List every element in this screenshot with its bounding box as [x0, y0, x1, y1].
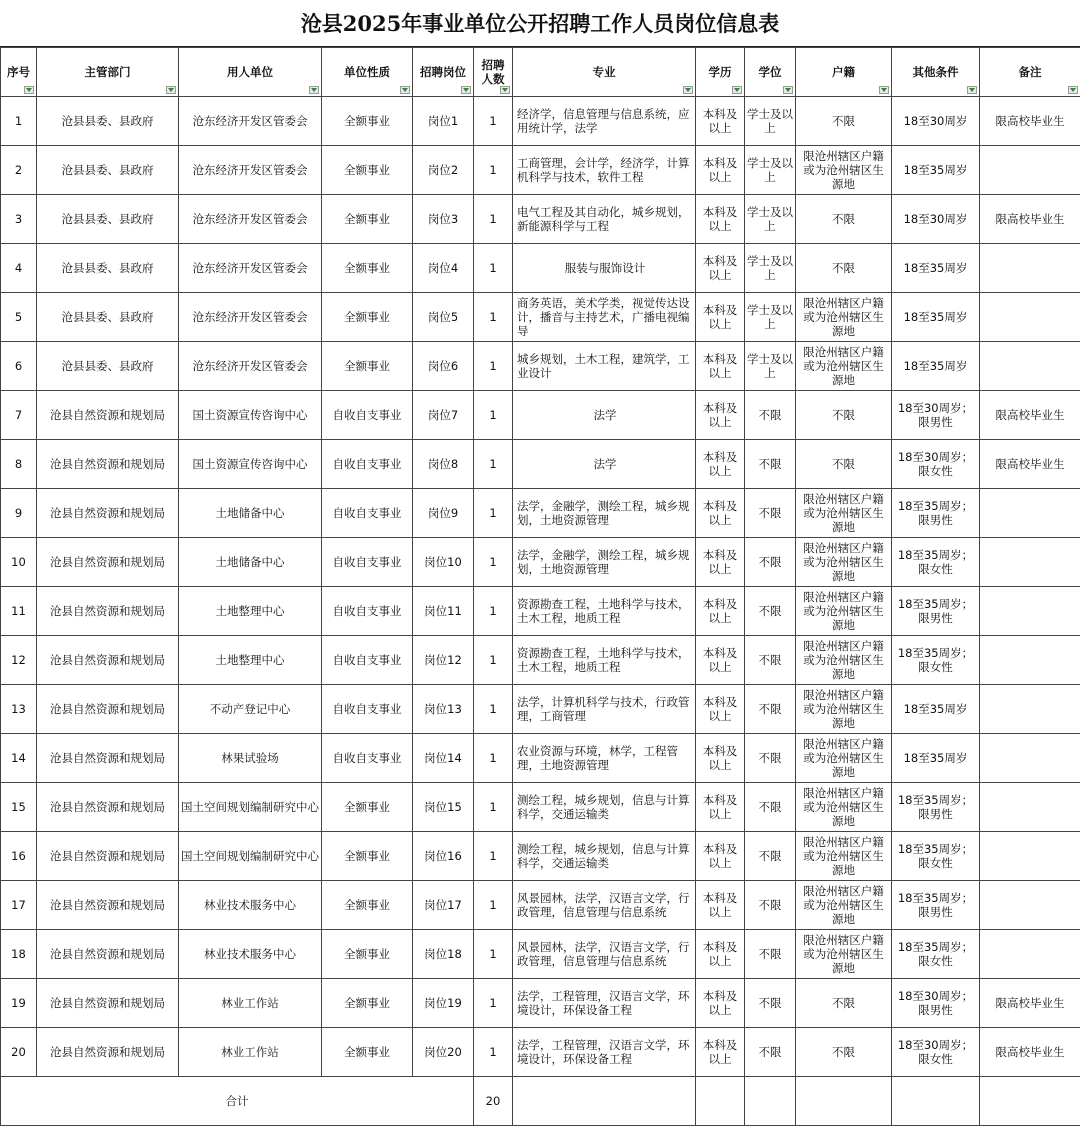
cell-household: 限沧州辖区户籍或为沧州辖区生源地	[796, 489, 892, 538]
cell-unit-type: 自收自支事业	[322, 587, 413, 636]
cell-position: 岗位9	[413, 489, 474, 538]
filter-dropdown-icon[interactable]	[879, 86, 889, 94]
cell-major: 法学，工程管理，汉语言文学，环境设计，环保设备工程	[513, 1028, 696, 1077]
cell-degree: 不限	[745, 440, 796, 489]
cell-education: 本科及以上	[696, 489, 745, 538]
cell-education: 本科及以上	[696, 538, 745, 587]
cell-major: 法学	[513, 440, 696, 489]
cell-household: 不限	[796, 244, 892, 293]
col-header-index[interactable]: 序号	[1, 48, 37, 97]
cell-other-conditions: 18至35周岁；限男性	[892, 587, 980, 636]
cell-position: 岗位18	[413, 930, 474, 979]
cell-degree: 不限	[745, 881, 796, 930]
filter-dropdown-icon[interactable]	[309, 86, 319, 94]
cell-department: 沧县自然资源和规划局	[37, 538, 179, 587]
cell-education: 本科及以上	[696, 930, 745, 979]
cell-department: 沧县自然资源和规划局	[37, 685, 179, 734]
table-row	[1, 97, 1080, 146]
cell-household: 限沧州辖区户籍或为沧州辖区生源地	[796, 832, 892, 881]
cell-education: 本科及以上	[696, 97, 745, 146]
cell-major: 商务英语，美术学类，视觉传达设计，播音与主持艺术，广播电视编导	[513, 293, 696, 342]
cell-department: 沧县自然资源和规划局	[37, 440, 179, 489]
table-row	[1, 489, 1080, 538]
cell-department: 沧县自然资源和规划局	[37, 734, 179, 783]
cell-remarks	[980, 832, 1080, 881]
cell-unit-type: 自收自支事业	[322, 685, 413, 734]
cell-index: 10	[1, 538, 37, 587]
cell-education: 本科及以上	[696, 734, 745, 783]
cell-remarks	[980, 734, 1080, 783]
cell-employer: 林业技术服务中心	[179, 930, 322, 979]
cell-household: 限沧州辖区户籍或为沧州辖区生源地	[796, 930, 892, 979]
cell-department: 沧县县委、县政府	[37, 146, 179, 195]
cell-household: 限沧州辖区户籍或为沧州辖区生源地	[796, 538, 892, 587]
cell-other-conditions: 18至30周岁；限女性	[892, 440, 980, 489]
cell-education: 本科及以上	[696, 979, 745, 1028]
cell-unit-type: 全额事业	[322, 146, 413, 195]
cell-headcount: 1	[474, 489, 513, 538]
cell-position: 岗位10	[413, 538, 474, 587]
cell-education: 本科及以上	[696, 783, 745, 832]
cell-education: 本科及以上	[696, 1028, 745, 1077]
cell-other-conditions: 18至35周岁	[892, 734, 980, 783]
total-row	[1, 1077, 1080, 1126]
cell-remarks	[980, 342, 1080, 391]
cell-major: 法学，计算机科学与技术，行政管理，工商管理	[513, 685, 696, 734]
cell-index: 4	[1, 244, 37, 293]
cell-employer: 沧东经济开发区管委会	[179, 97, 322, 146]
cell-unit-type: 自收自支事业	[322, 391, 413, 440]
cell-unit-type: 全额事业	[322, 244, 413, 293]
cell-major: 资源勘查工程，土地科学与技术，土木工程，地质工程	[513, 587, 696, 636]
table-row	[1, 195, 1080, 244]
cell-department: 沧县自然资源和规划局	[37, 881, 179, 930]
cell-employer: 土地整理中心	[179, 636, 322, 685]
cell-other-conditions: 18至35周岁；限男性	[892, 489, 980, 538]
cell-headcount: 1	[474, 538, 513, 587]
cell-unit-type: 自收自支事业	[322, 538, 413, 587]
cell-major: 测绘工程，城乡规划，信息与计算科学，交通运输类	[513, 832, 696, 881]
cell-department: 沧县县委、县政府	[37, 293, 179, 342]
cell-education: 本科及以上	[696, 832, 745, 881]
cell-other-conditions: 18至30周岁	[892, 97, 980, 146]
cell-household: 限沧州辖区户籍或为沧州辖区生源地	[796, 293, 892, 342]
cell-position: 岗位12	[413, 636, 474, 685]
cell-education: 本科及以上	[696, 342, 745, 391]
cell-education: 本科及以上	[696, 195, 745, 244]
cell-degree: 不限	[745, 685, 796, 734]
cell-headcount: 1	[474, 636, 513, 685]
col-header-headcount[interactable]: 招聘人数	[474, 48, 513, 97]
cell-other-conditions: 18至35周岁；限女性	[892, 832, 980, 881]
cell-degree: 不限	[745, 783, 796, 832]
col-header-education[interactable]: 学历	[696, 48, 745, 97]
cell-degree: 学士及以上	[745, 97, 796, 146]
cell-position: 岗位15	[413, 783, 474, 832]
cell-degree: 不限	[745, 979, 796, 1028]
table-row	[1, 391, 1080, 440]
cell-position: 岗位20	[413, 1028, 474, 1077]
cell-employer: 沧东经济开发区管委会	[179, 146, 322, 195]
filter-dropdown-icon[interactable]	[24, 86, 34, 94]
filter-dropdown-icon[interactable]	[732, 86, 742, 94]
cell-position: 岗位6	[413, 342, 474, 391]
cell-degree: 不限	[745, 1028, 796, 1077]
cell-remarks: 限高校毕业生	[980, 391, 1080, 440]
cell-degree: 学士及以上	[745, 195, 796, 244]
cell-headcount: 1	[474, 832, 513, 881]
cell-employer: 林果试验场	[179, 734, 322, 783]
cell-employer: 沧东经济开发区管委会	[179, 342, 322, 391]
cell-major: 法学	[513, 391, 696, 440]
filter-dropdown-icon[interactable]	[400, 86, 410, 94]
cell-department: 沧县县委、县政府	[37, 97, 179, 146]
table-row	[1, 685, 1080, 734]
cell-index: 3	[1, 195, 37, 244]
cell-index: 18	[1, 930, 37, 979]
filter-dropdown-icon[interactable]	[683, 86, 693, 94]
cell-remarks	[980, 685, 1080, 734]
cell-index: 8	[1, 440, 37, 489]
cell-position: 岗位2	[413, 146, 474, 195]
cell-major: 农业资源与环境，林学，工程管理，土地资源管理	[513, 734, 696, 783]
cell-other-conditions: 18至35周岁	[892, 146, 980, 195]
page-title: 沧县2025年事业单位公开招聘工作人员岗位信息表	[0, 0, 1080, 47]
cell-degree: 不限	[745, 636, 796, 685]
cell-unit-type: 自收自支事业	[322, 636, 413, 685]
cell-household: 不限	[796, 97, 892, 146]
cell-education: 本科及以上	[696, 587, 745, 636]
cell-headcount: 1	[474, 587, 513, 636]
cell-position: 岗位19	[413, 979, 474, 1028]
cell-index: 13	[1, 685, 37, 734]
cell-index: 7	[1, 391, 37, 440]
cell-household: 限沧州辖区户籍或为沧州辖区生源地	[796, 587, 892, 636]
col-header-other-conditions[interactable]: 其他条件	[892, 48, 980, 97]
cell-household: 限沧州辖区户籍或为沧州辖区生源地	[796, 146, 892, 195]
cell-employer: 林业工作站	[179, 1028, 322, 1077]
cell-education: 本科及以上	[696, 440, 745, 489]
col-header-position[interactable]: 招聘岗位	[413, 48, 474, 97]
cell-major: 电气工程及其自动化，城乡规划，新能源科学与工程	[513, 195, 696, 244]
cell-degree: 不限	[745, 538, 796, 587]
cell-major: 服装与服饰设计	[513, 244, 696, 293]
cell-employer: 国土空间规划编制研究中心	[179, 783, 322, 832]
cell-employer: 沧东经济开发区管委会	[179, 244, 322, 293]
cell-unit-type: 全额事业	[322, 881, 413, 930]
col-header-degree[interactable]: 学位	[745, 48, 796, 97]
cell-department: 沧县县委、县政府	[37, 342, 179, 391]
table-row	[1, 979, 1080, 1028]
cell-employer: 土地储备中心	[179, 538, 322, 587]
cell-education: 本科及以上	[696, 881, 745, 930]
cell-employer: 国土资源宣传咨询中心	[179, 391, 322, 440]
cell-major: 资源勘查工程，土地科学与技术，土木工程，地质工程	[513, 636, 696, 685]
cell-remarks	[980, 783, 1080, 832]
cell-headcount: 1	[474, 342, 513, 391]
cell-remarks	[980, 146, 1080, 195]
table-row	[1, 244, 1080, 293]
cell-department: 沧县自然资源和规划局	[37, 489, 179, 538]
cell-remarks	[980, 587, 1080, 636]
cell-degree: 学士及以上	[745, 146, 796, 195]
cell-department: 沧县自然资源和规划局	[37, 636, 179, 685]
filter-dropdown-icon[interactable]	[967, 86, 977, 94]
cell-position: 岗位5	[413, 293, 474, 342]
cell-position: 岗位16	[413, 832, 474, 881]
cell-unit-type: 全额事业	[322, 342, 413, 391]
cell-remarks: 限高校毕业生	[980, 97, 1080, 146]
cell-position: 岗位17	[413, 881, 474, 930]
cell-other-conditions: 18至35周岁；限男性	[892, 783, 980, 832]
cell-headcount: 1	[474, 97, 513, 146]
cell-position: 岗位4	[413, 244, 474, 293]
filter-dropdown-icon[interactable]	[500, 86, 510, 94]
col-header-household[interactable]: 户籍	[796, 48, 892, 97]
cell-other-conditions: 18至35周岁	[892, 342, 980, 391]
header-row	[1, 48, 1080, 97]
cell-unit-type: 自收自支事业	[322, 440, 413, 489]
cell-unit-type: 全额事业	[322, 930, 413, 979]
cell-index: 12	[1, 636, 37, 685]
cell-headcount: 1	[474, 293, 513, 342]
cell-household: 不限	[796, 195, 892, 244]
cell-remarks: 限高校毕业生	[980, 195, 1080, 244]
cell-major: 风景园林，法学，汉语言文学，行政管理，信息管理与信息系统	[513, 930, 696, 979]
cell-index: 9	[1, 489, 37, 538]
table-row	[1, 1028, 1080, 1077]
table-row	[1, 734, 1080, 783]
cell-major: 法学，工程管理，汉语言文学，环境设计，环保设备工程	[513, 979, 696, 1028]
cell-remarks	[980, 881, 1080, 930]
cell-department: 沧县自然资源和规划局	[37, 783, 179, 832]
cell-remarks	[980, 636, 1080, 685]
cell-household: 限沧州辖区户籍或为沧州辖区生源地	[796, 881, 892, 930]
filter-dropdown-icon[interactable]	[783, 86, 793, 94]
table-row	[1, 881, 1080, 930]
cell-household: 限沧州辖区户籍或为沧州辖区生源地	[796, 636, 892, 685]
cell-position: 岗位13	[413, 685, 474, 734]
cell-unit-type: 自收自支事业	[322, 489, 413, 538]
table-row	[1, 146, 1080, 195]
cell-headcount: 1	[474, 244, 513, 293]
cell-remarks: 限高校毕业生	[980, 979, 1080, 1028]
col-header-major[interactable]: 专业	[513, 48, 696, 97]
total-label: 合计	[1, 1077, 474, 1126]
cell-index: 17	[1, 881, 37, 930]
cell-household: 限沧州辖区户籍或为沧州辖区生源地	[796, 342, 892, 391]
cell-index: 1	[1, 97, 37, 146]
cell-other-conditions: 18至35周岁；限男性	[892, 881, 980, 930]
cell-remarks	[980, 293, 1080, 342]
cell-position: 岗位14	[413, 734, 474, 783]
cell-index: 2	[1, 146, 37, 195]
cell-other-conditions: 18至30周岁；限男性	[892, 391, 980, 440]
cell-department: 沧县自然资源和规划局	[37, 1028, 179, 1077]
cell-headcount: 1	[474, 685, 513, 734]
cell-position: 岗位8	[413, 440, 474, 489]
cell-remarks	[980, 489, 1080, 538]
cell-employer: 不动产登记中心	[179, 685, 322, 734]
cell-unit-type: 全额事业	[322, 832, 413, 881]
cell-education: 本科及以上	[696, 293, 745, 342]
table-row	[1, 440, 1080, 489]
col-header-department[interactable]: 主管部门	[37, 48, 179, 97]
cell-degree: 学士及以上	[745, 293, 796, 342]
filter-dropdown-icon[interactable]	[1068, 86, 1078, 94]
cell-headcount: 1	[474, 440, 513, 489]
table-row	[1, 587, 1080, 636]
cell-degree: 不限	[745, 734, 796, 783]
cell-household: 不限	[796, 1028, 892, 1077]
cell-headcount: 1	[474, 146, 513, 195]
table-row	[1, 342, 1080, 391]
cell-employer: 沧东经济开发区管委会	[179, 195, 322, 244]
cell-headcount: 1	[474, 783, 513, 832]
cell-employer: 土地储备中心	[179, 489, 322, 538]
cell-headcount: 1	[474, 391, 513, 440]
cell-position: 岗位3	[413, 195, 474, 244]
cell-degree: 不限	[745, 832, 796, 881]
cell-education: 本科及以上	[696, 636, 745, 685]
cell-other-conditions: 18至30周岁；限男性	[892, 979, 980, 1028]
cell-degree: 不限	[745, 930, 796, 979]
cell-education: 本科及以上	[696, 146, 745, 195]
cell-other-conditions: 18至35周岁	[892, 293, 980, 342]
cell-degree: 学士及以上	[745, 244, 796, 293]
cell-remarks	[980, 930, 1080, 979]
cell-household: 不限	[796, 440, 892, 489]
cell-other-conditions: 18至35周岁；限女性	[892, 930, 980, 979]
cell-position: 岗位1	[413, 97, 474, 146]
cell-household: 不限	[796, 979, 892, 1028]
cell-remarks	[980, 244, 1080, 293]
cell-household: 不限	[796, 391, 892, 440]
col-header-unit-type[interactable]: 单位性质	[322, 48, 413, 97]
cell-index: 5	[1, 293, 37, 342]
cell-index: 15	[1, 783, 37, 832]
cell-major: 城乡规划，土木工程，建筑学，工业设计	[513, 342, 696, 391]
cell-degree: 不限	[745, 587, 796, 636]
cell-degree: 不限	[745, 489, 796, 538]
cell-unit-type: 全额事业	[322, 783, 413, 832]
cell-department: 沧县自然资源和规划局	[37, 391, 179, 440]
cell-employer: 国土资源宣传咨询中心	[179, 440, 322, 489]
table-row	[1, 832, 1080, 881]
cell-unit-type: 全额事业	[322, 293, 413, 342]
cell-major: 经济学，信息管理与信息系统，应用统计学，法学	[513, 97, 696, 146]
cell-department: 沧县自然资源和规划局	[37, 930, 179, 979]
cell-unit-type: 自收自支事业	[322, 734, 413, 783]
cell-department: 沧县县委、县政府	[37, 195, 179, 244]
cell-unit-type: 全额事业	[322, 195, 413, 244]
cell-major: 法学，金融学，测绘工程，城乡规划，土地资源管理	[513, 538, 696, 587]
col-header-remarks[interactable]: 备注	[980, 48, 1080, 97]
cell-education: 本科及以上	[696, 685, 745, 734]
cell-education: 本科及以上	[696, 391, 745, 440]
cell-headcount: 1	[474, 1028, 513, 1077]
cell-other-conditions: 18至35周岁	[892, 244, 980, 293]
filter-dropdown-icon[interactable]	[461, 86, 471, 94]
cell-major: 法学，金融学，测绘工程，城乡规划，土地资源管理	[513, 489, 696, 538]
cell-employer: 林业技术服务中心	[179, 881, 322, 930]
cell-department: 沧县县委、县政府	[37, 244, 179, 293]
cell-remarks: 限高校毕业生	[980, 440, 1080, 489]
cell-employer: 沧东经济开发区管委会	[179, 293, 322, 342]
cell-major: 风景园林，法学，汉语言文学，行政管理，信息管理与信息系统	[513, 881, 696, 930]
cell-remarks: 限高校毕业生	[980, 1028, 1080, 1077]
cell-index: 6	[1, 342, 37, 391]
recruitment-table	[0, 47, 1080, 1126]
cell-headcount: 1	[474, 881, 513, 930]
table-row	[1, 783, 1080, 832]
col-header-employer[interactable]: 用人单位	[179, 48, 322, 97]
cell-headcount: 1	[474, 195, 513, 244]
cell-index: 14	[1, 734, 37, 783]
cell-education: 本科及以上	[696, 244, 745, 293]
cell-remarks	[980, 538, 1080, 587]
cell-other-conditions: 18至35周岁；限女性	[892, 636, 980, 685]
total-count: 20	[474, 1077, 513, 1126]
cell-other-conditions: 18至30周岁；限女性	[892, 1028, 980, 1077]
cell-headcount: 1	[474, 930, 513, 979]
cell-degree: 不限	[745, 391, 796, 440]
cell-headcount: 1	[474, 979, 513, 1028]
cell-unit-type: 全额事业	[322, 1028, 413, 1077]
cell-position: 岗位11	[413, 587, 474, 636]
cell-employer: 土地整理中心	[179, 587, 322, 636]
cell-major: 工商管理，会计学，经济学，计算机科学与技术，软件工程	[513, 146, 696, 195]
cell-headcount: 1	[474, 734, 513, 783]
cell-employer: 国土空间规划编制研究中心	[179, 832, 322, 881]
table-row	[1, 636, 1080, 685]
cell-department: 沧县自然资源和规划局	[37, 587, 179, 636]
cell-major: 测绘工程，城乡规划，信息与计算科学，交通运输类	[513, 783, 696, 832]
cell-index: 11	[1, 587, 37, 636]
cell-degree: 学士及以上	[745, 342, 796, 391]
table-row	[1, 538, 1080, 587]
cell-other-conditions: 18至35周岁；限女性	[892, 538, 980, 587]
table-row	[1, 293, 1080, 342]
cell-household: 限沧州辖区户籍或为沧州辖区生源地	[796, 734, 892, 783]
cell-unit-type: 全额事业	[322, 979, 413, 1028]
cell-index: 19	[1, 979, 37, 1028]
cell-department: 沧县自然资源和规划局	[37, 979, 179, 1028]
cell-department: 沧县自然资源和规划局	[37, 832, 179, 881]
table-row	[1, 930, 1080, 979]
cell-other-conditions: 18至35周岁	[892, 685, 980, 734]
cell-index: 20	[1, 1028, 37, 1077]
cell-household: 限沧州辖区户籍或为沧州辖区生源地	[796, 783, 892, 832]
cell-other-conditions: 18至30周岁	[892, 195, 980, 244]
cell-index: 16	[1, 832, 37, 881]
cell-employer: 林业工作站	[179, 979, 322, 1028]
cell-position: 岗位7	[413, 391, 474, 440]
cell-household: 限沧州辖区户籍或为沧州辖区生源地	[796, 685, 892, 734]
filter-dropdown-icon[interactable]	[166, 86, 176, 94]
cell-unit-type: 全额事业	[322, 97, 413, 146]
